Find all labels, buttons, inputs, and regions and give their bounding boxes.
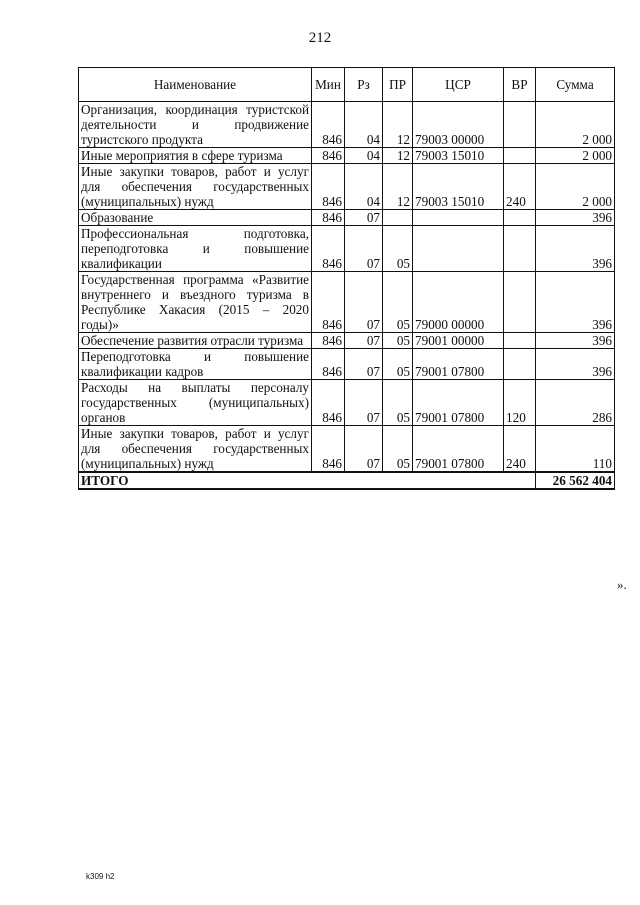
- row-vr: [504, 226, 536, 272]
- row-vr: [504, 148, 536, 164]
- row-sum: 396: [536, 349, 615, 380]
- row-rz: 07: [345, 226, 383, 272]
- row-pr: 05: [383, 426, 413, 473]
- row-rz: 04: [345, 148, 383, 164]
- header-rz: Рз: [345, 68, 383, 102]
- total-label: ИТОГО: [79, 472, 536, 489]
- row-vr: [504, 210, 536, 226]
- row-min: 846: [312, 164, 345, 210]
- row-pr: 05: [383, 333, 413, 349]
- table-row: [79, 426, 615, 473]
- row-sum: 396: [536, 210, 615, 226]
- table-row: [79, 380, 615, 426]
- row-sum: 2 000: [536, 102, 615, 148]
- row-min: 846: [312, 380, 345, 426]
- row-name: Переподготовка и повышение квалификации кадров: [79, 349, 312, 380]
- row-csr: 79003 15010: [413, 164, 504, 210]
- row-pr: 05: [383, 380, 413, 426]
- row-min: 846: [312, 333, 345, 349]
- row-sum: 2 000: [536, 164, 615, 210]
- row-vr: 120: [504, 380, 536, 426]
- row-sum: 286: [536, 380, 615, 426]
- row-csr: 79001 07800: [413, 380, 504, 426]
- page-number: 212: [308, 30, 332, 46]
- row-pr: 05: [383, 272, 413, 333]
- row-name: Иные закупки товаров, работ и услуг для обеспечения государственных (муниципальных) нужд: [79, 164, 312, 210]
- total-sum: 26 562 404: [536, 472, 615, 489]
- header-vr: ВР: [504, 68, 536, 102]
- row-pr: 05: [383, 226, 413, 272]
- table-row: [79, 333, 615, 349]
- row-csr: 79000 00000: [413, 272, 504, 333]
- row-vr: [504, 349, 536, 380]
- row-min: 846: [312, 426, 345, 473]
- row-vr: [504, 333, 536, 349]
- row-sum: 2 000: [536, 148, 615, 164]
- row-min: 846: [312, 349, 345, 380]
- table-row: [79, 148, 615, 164]
- table-row: [79, 226, 615, 272]
- table-header-row: [79, 68, 615, 102]
- row-pr: 12: [383, 102, 413, 148]
- row-vr: 240: [504, 164, 536, 210]
- row-name: Профессиональная подготовка, переподготовка и повышение квалификации: [79, 226, 312, 272]
- row-csr: 79001 00000: [413, 333, 504, 349]
- row-pr: 05: [383, 349, 413, 380]
- row-min: 846: [312, 102, 345, 148]
- row-rz: 07: [345, 426, 383, 473]
- row-name: Расходы на выплаты персоналу государственных (муниципальных) органов: [79, 380, 312, 426]
- row-name: Образование: [79, 210, 312, 226]
- row-rz: 07: [345, 333, 383, 349]
- table-row: [79, 349, 615, 380]
- row-min: 846: [312, 272, 345, 333]
- row-vr: 240: [504, 426, 536, 473]
- header-name: Наименование: [79, 68, 312, 102]
- row-csr: 79003 00000: [413, 102, 504, 148]
- row-min: 846: [312, 210, 345, 226]
- row-name: Иные мероприятия в сфере туризма: [79, 148, 312, 164]
- row-rz: 04: [345, 102, 383, 148]
- row-name: Обеспечение развития отрасли туризма: [79, 333, 312, 349]
- row-sum: 396: [536, 226, 615, 272]
- footer-code: k309 h2: [86, 872, 115, 881]
- row-csr: [413, 226, 504, 272]
- row-name: Государственная программа «Развитие внутреннего и въездного туризма в Республике Хакасия (2015 – 2020 годы)»: [79, 272, 312, 333]
- row-sum: 110: [536, 426, 615, 473]
- row-name: Иные закупки товаров, работ и услуг для обеспечения государственных (муниципальных) нужд: [79, 426, 312, 473]
- row-name: Организация, координация туристской деятельности и продвижение туристского продукта: [79, 102, 312, 148]
- header-min: Мин: [312, 68, 345, 102]
- total-row: [79, 472, 615, 489]
- header-sum: Сумма: [536, 68, 615, 102]
- row-vr: [504, 272, 536, 333]
- row-min: 846: [312, 148, 345, 164]
- row-pr: [383, 210, 413, 226]
- table-row: [79, 210, 615, 226]
- row-csr: 79003 15010: [413, 148, 504, 164]
- row-csr: 79001 07800: [413, 426, 504, 473]
- row-rz: 07: [345, 380, 383, 426]
- row-rz: 07: [345, 210, 383, 226]
- header-csr: ЦСР: [413, 68, 504, 102]
- row-pr: 12: [383, 148, 413, 164]
- closing-quote-mark: ».: [617, 577, 627, 592]
- row-vr: [504, 102, 536, 148]
- row-rz: 07: [345, 349, 383, 380]
- row-csr: 79001 07800: [413, 349, 504, 380]
- table-row: [79, 164, 615, 210]
- row-sum: 396: [536, 272, 615, 333]
- row-rz: 04: [345, 164, 383, 210]
- budget-table: [78, 67, 615, 490]
- table-row: [79, 272, 615, 333]
- row-rz: 07: [345, 272, 383, 333]
- row-pr: 12: [383, 164, 413, 210]
- row-min: 846: [312, 226, 345, 272]
- row-csr: [413, 210, 504, 226]
- header-pr: ПР: [383, 68, 413, 102]
- row-sum: 396: [536, 333, 615, 349]
- table-row: [79, 102, 615, 148]
